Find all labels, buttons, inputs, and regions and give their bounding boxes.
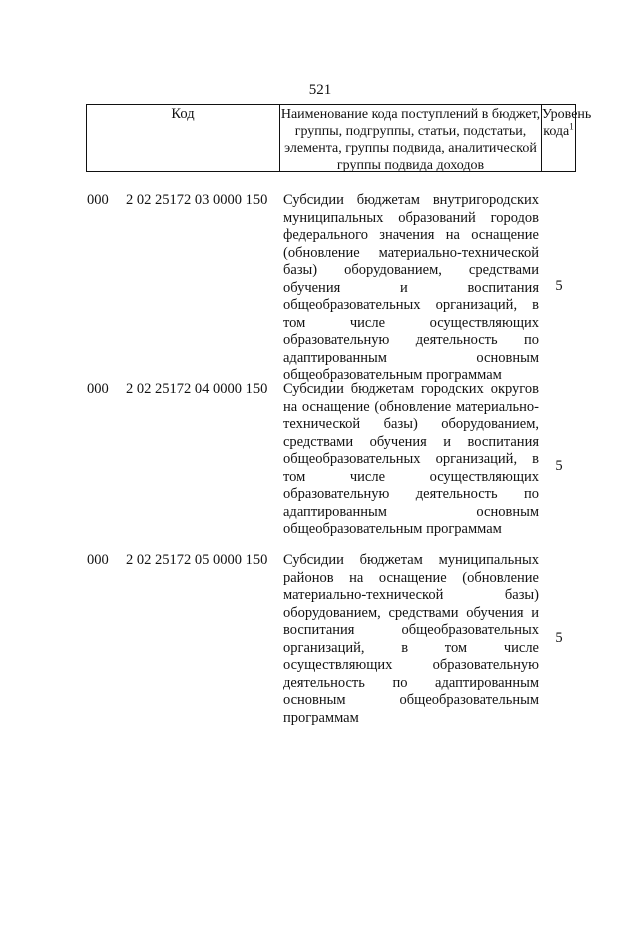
header-name-label: Наименование кода поступлений в бюджет, группы, подгруппы, статьи, подстатьи, элемента, группы подвида, аналитической группы подвида доходов: [280, 107, 541, 173]
row-revenue-code: 2 02 25172 03 0000 150: [126, 192, 268, 208]
row-level: 5: [555, 630, 563, 646]
row-description: Субсидии бюджетам муниципальных районов на оснащение (обновление материально-технической базы) оборудованием, средствами обучения и воспитания общеобразовательных организаций, в том числе осуществляющих образовательную деятельность по адаптированным основным общеобразовательным программам: [283, 552, 539, 726]
row-description: Субсидии бюджетам внутригородских муниципальных образований городов федерального значения на оснащение (обновление материально-технической базы) оборудованием, средствами обучения и воспитания общеобразовательных организаций, в том числе осуществляющих образовательную деятельность по адаптированным основным общеобразовательным программам: [283, 192, 539, 383]
header-name: [280, 105, 542, 171]
header-level: [542, 105, 592, 171]
row-admin-code: 000: [87, 552, 109, 568]
row-level: 5: [555, 278, 563, 294]
row-description: Субсидии бюджетам городских округов на оснащение (обновление материально-технической базы) оборудованием, средствами обучения и воспитания общеобразовательных организаций, в том числе осуществляющих образовательную деятельность по адаптированным основным общеобразовательным программам: [283, 381, 539, 537]
table-header: [86, 104, 592, 173]
row-revenue-code: 2 02 25172 04 0000 150: [126, 381, 268, 397]
row-level: 5: [555, 458, 563, 474]
row-revenue-code: 2 02 25172 05 0000 150: [126, 552, 268, 568]
row-admin-code: 000: [87, 192, 109, 208]
header-code: [87, 105, 280, 171]
header-level-footnote: 1: [569, 121, 574, 132]
row-admin-code: 000: [87, 381, 109, 397]
header-level-label: Уровень кода: [542, 107, 592, 139]
page-number: 521: [308, 82, 332, 98]
header-code-label: Код: [171, 106, 195, 122]
